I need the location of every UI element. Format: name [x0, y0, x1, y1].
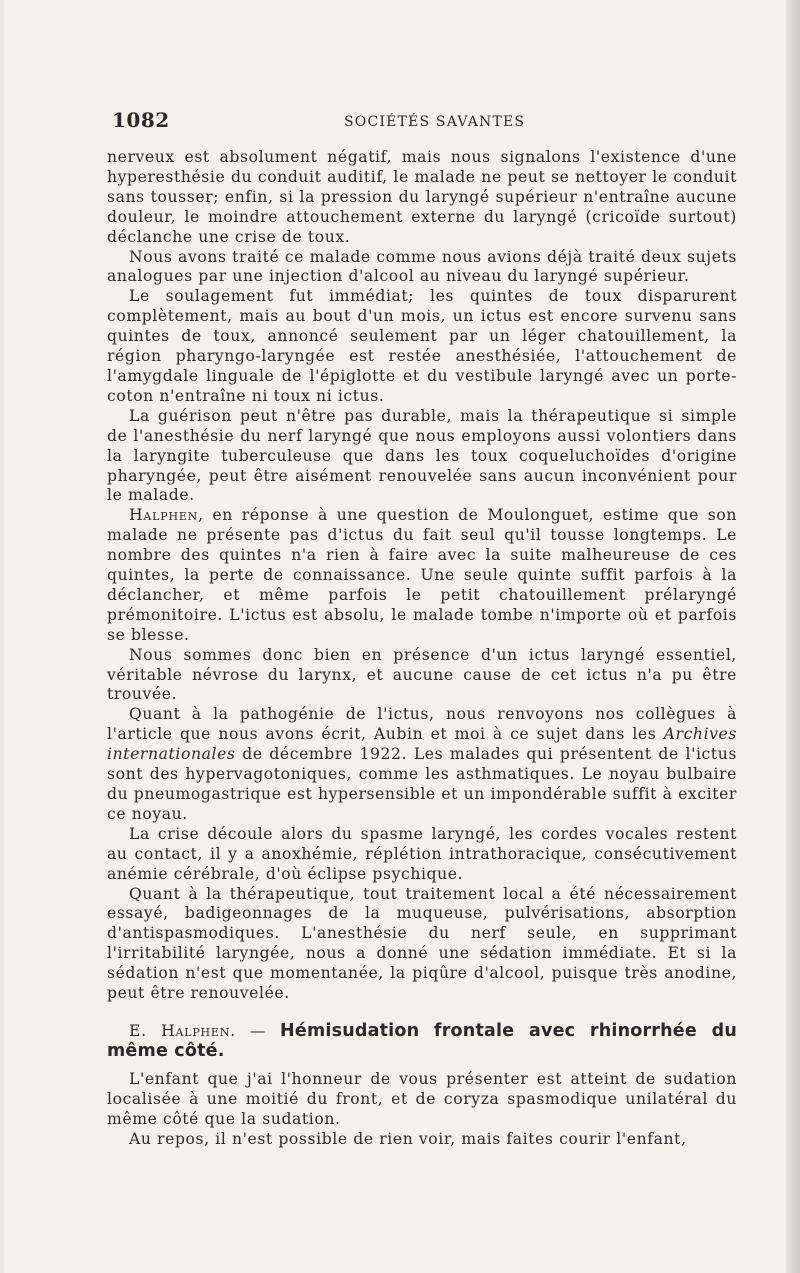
author-name: Halphen [129, 506, 199, 525]
section-author: E. Halphen. [129, 1021, 236, 1040]
section-title: Hémisudation frontale avec rhinorrhée du même côté. [107, 1020, 737, 1061]
page-left-edge [0, 0, 4, 1273]
paragraph: La crise découle alors du spasme laryngé, les cordes vocales restent au contact, il y a anoxhémie, réplétion intrathoracique, consécutivement anémie cérébrale, d'où éclipse psychique. [107, 824, 737, 883]
paragraph: Quant à la thérapeutique, tout traitement local a été nécessairement essayé, badigeonnages de la muqueuse, pulvérisations, absorption d'antispasmodiques. L'anesthésie du nerf seule, en supprimant l'irritabilité laryngée, nous a donné une sédation immédiate. Et si la sédation n'est que momentanée, la piqûre d'alcool, puisque très anodine, peut être renouvelée. [107, 884, 737, 1003]
paragraph: Le soulagement fut immédiat; les quintes de toux disparurent complètement, mais au bout d'un mois, un ictus est encore survenu sans quintes de toux, annoncé seulement par un léger chatouillement, la région pharyngo-laryngée est restée anesthésiée, l'attouchement de l'amygdale linguale de l'épiglotte et du vestibule laryngé avec un porte-coton n'entraîne ni toux ni ictus. [107, 287, 737, 405]
paragraph: L'enfant que j'ai l'honneur de vous présenter est atteint de sudation localisée à une moitié du front, et de coryza spasmodique unilatéral du même côté que la sudation. [107, 1069, 737, 1128]
paragraph: nerveux est absolument négatif, mais nous signalons l'existence d'une hyperesthésie du conduit auditif, le malade ne peut se nettoyer le conduit sans tousser; enfin, si la pression du laryngé supérieur n'entraîne aucune douleur, le moindre attouchement externe du laryngé (cricoïde surtout) déclanche une crise de toux. [107, 148, 737, 246]
paragraph: Nous sommes donc bien en présence d'un ictus laryngé essentiel, véritable névrose du larynx, et aucune cause de cet ictus n'a pu être trouvée. [107, 645, 737, 704]
paragraph-text: , en réponse à une question de Moulonguet, estime que son malade ne présente pas d'ictus du fait seul qu'il tousse longtemps. Le nombre des quintes n'a rien à faire avec la suite malheureuse de ces quintes, la perte de connaissance. Une seule quinte suffit parfois à la déclancher, et même parfois le petit chatouillement prélaryngé prémonitoire. L'ictus est absolu, le malade tombe n'importe où et parfois se blesse. [107, 506, 737, 644]
section-heading [107, 1021, 737, 1061]
paragraph-text: de décembre 1922. Les malades qui présentent de l'ictus sont des hypervagotoniques, comme les asthmatiques. Le noyau bulbaire du pneumogastrique est hypersensible et un impondérable suffit à exciter ce noyau. [107, 745, 737, 823]
section-dash: — [235, 1021, 281, 1040]
page-header [112, 108, 724, 134]
paragraph: La guérison peut n'être pas durable, mais la thérapeutique si simple de l'anesthésie du nerf laryngé que nous employons aussi volontiers dans la laryngite tuberculeuse que dans les toux coqueluchoïdes d'origine pharyngée, peut être aisément renouvelée sans aucun inconvénient pour le malade. [107, 406, 737, 505]
paragraph: Au repos, il n'est possible de rien voir, mais faites courir l'enfant, [129, 1129, 687, 1148]
journal-title: Archives internationales [107, 725, 737, 764]
paragraph: Nous avons traité ce malade comme nous avions déjà traité deux sujets analogues par une injection d'alcool au niveau du laryngé supérieur. [107, 247, 737, 286]
page-number: 1082 [112, 108, 170, 132]
article-body [107, 148, 737, 1150]
running-title: SOCIÉTÉS SAVANTES [344, 114, 526, 130]
paragraph-halphen-reply [107, 506, 737, 645]
paragraph-archives [107, 705, 737, 824]
paragraph-text: Quant à la pathogénie de l'ictus, nous renvoyons nos collègues à l'article que nous avons écrit, Aubin et moi à ce sujet dans les [107, 705, 737, 744]
page-right-edge [786, 0, 800, 1273]
